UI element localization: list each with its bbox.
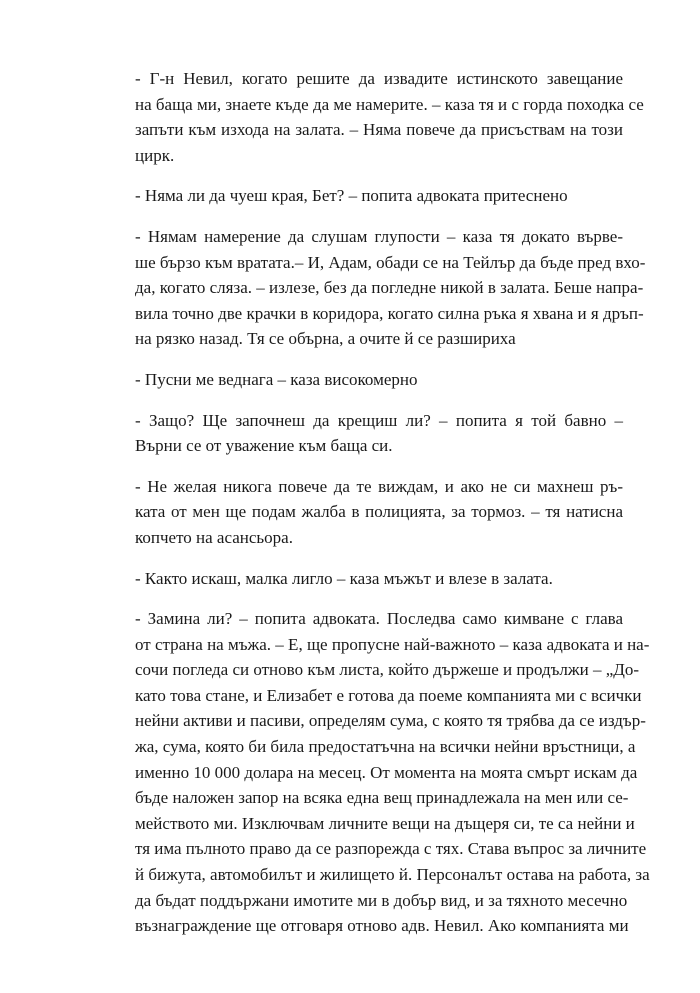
paragraph [88, 408, 623, 459]
paragraph [88, 606, 650, 939]
text-line: копчето на асансьора. [135, 527, 293, 547]
text-line: - Както искаш, малка лигло – каза мъжът и влезе в залата. [135, 568, 553, 588]
text-line: на рязко назад. Тя се обърна, а очите й се разшириха [135, 329, 516, 349]
text-line: тя има пълното право да се разпорежда с тях. Става въпрос за личните [135, 839, 647, 859]
text-line: сочи погледа си отново към листа, който държеше и продължи – „До- [135, 660, 640, 680]
paragraph [88, 566, 623, 592]
paragraph [88, 66, 644, 168]
paragraph [88, 367, 623, 393]
text-line: възнаграждение ще отговаря отново адв. Невил. Ако компанията ми [135, 916, 629, 936]
paragraph [88, 474, 623, 551]
text-line: - Няма ли да чуеш края, Бет? – попита адвоката притеснено [135, 186, 568, 206]
text-line: вила точно две крачки в коридора, когато силна ръка я хвана и я дръп- [135, 303, 644, 323]
text-line: - Замина ли? – попита адвоката. Последва само кимване с глава [135, 609, 623, 629]
text-line: да, когато сляза. – излезе, без да погледне никой в залата. Беше напра- [135, 278, 644, 298]
text-line: именно 10 000 долара на месец. От момента на моята смърт искам да [135, 762, 638, 782]
text-line: бъде наложен запор на всяка една вещ принадлежала на мен или се- [135, 788, 629, 808]
text-line: жа, сума, която би била предостатъчна на всички нейни връстници, а [135, 737, 636, 757]
text-line: нейни активи и пасиви, определям сума, с която тя трябва да се издър- [135, 711, 646, 731]
text-line: Върни се от уважение към баща си. [135, 436, 393, 456]
text-line: на баща ми, знаете къде да ме намерите. – каза тя и с горда походка се [135, 94, 644, 114]
text-line: - Пусни ме веднага – каза високомерно [135, 369, 418, 389]
paragraph [88, 224, 646, 352]
text-line: - Не желая никога повече да те виждам, и ако не си махнеш ръ- [135, 476, 623, 496]
text-line: да бъдат поддържани имотите ми в добър вид, и за тяхното месечно [135, 890, 628, 910]
text-line: - Нямам намерение да слушам глупости – каза тя докато върве- [135, 226, 623, 246]
text-line: - Защо? Ще започнеш да крещиш ли? – попита я той бавно – [135, 410, 623, 430]
text-line: й бижута, автомобилът и жилището й. Персоналът остава на работа, за [135, 865, 650, 885]
paragraph [88, 183, 623, 209]
text-line: ката от мен ще подам жалба в полицията, за тормоз. – тя натисна [135, 502, 623, 522]
text-line: ше бързо към вратата.– И, Адам, обади се на Тейлър да бъде пред вхо- [135, 252, 646, 272]
text-line: - Г-н Невил, когато решите да извадите истинското завещание [135, 69, 623, 88]
text-line: от страна на мъжа. – Е, ще пропусне най-важното – каза адвоката и на- [135, 634, 650, 654]
document-body [88, 66, 650, 954]
text-line: запъти към изхода на залата. – Няма повече да присъствам на този [135, 120, 623, 140]
text-line: мейството ми. Изключвам личните вещи на дъщеря си, те са нейни и [135, 813, 635, 833]
text-line: като това стане, и Елизабет е готова да поеме компанията ми с всички [135, 685, 642, 705]
text-line: цирк. [135, 145, 175, 165]
